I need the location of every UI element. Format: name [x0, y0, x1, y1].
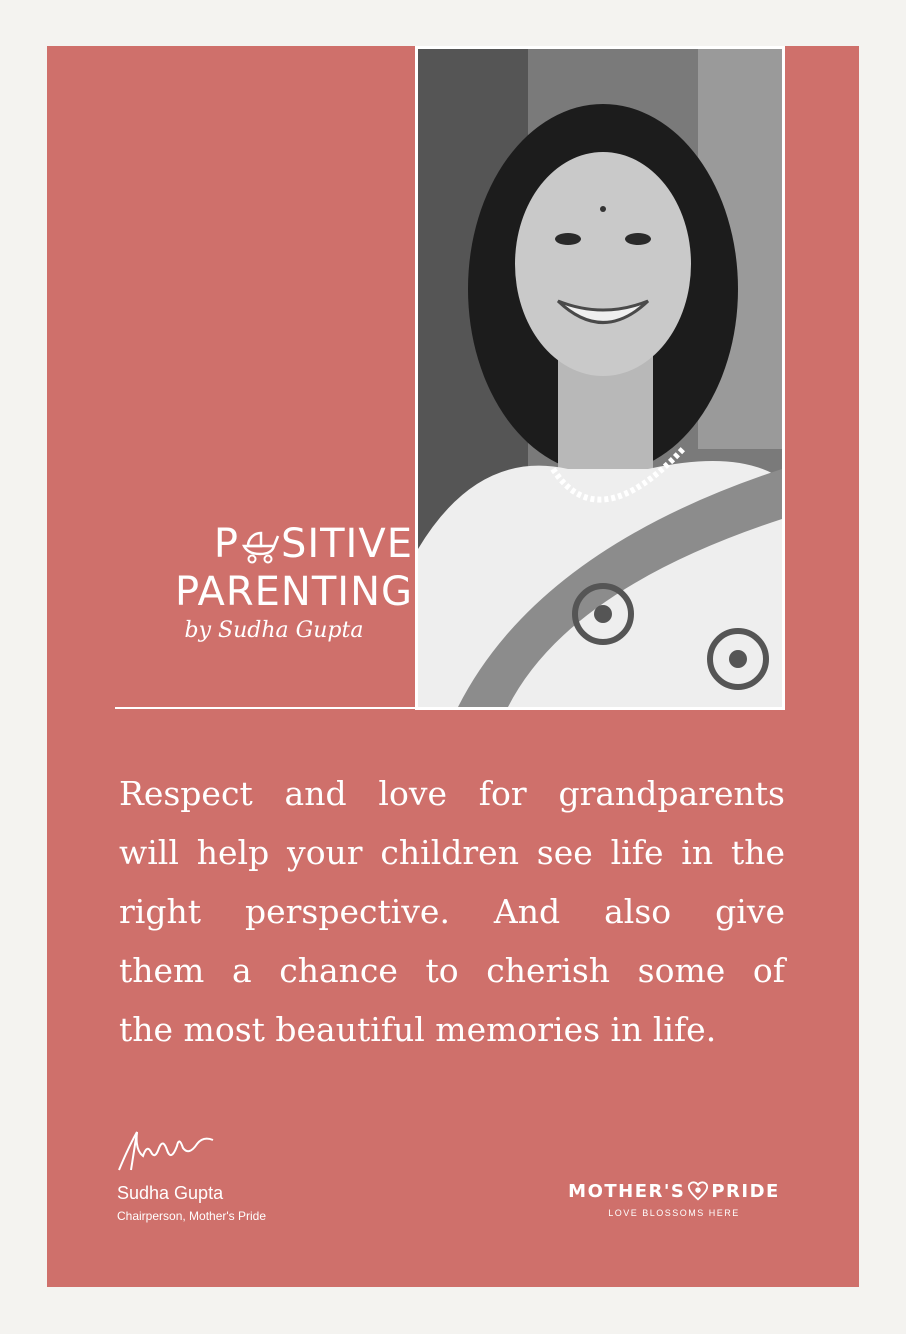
brand-logo: [559, 1180, 789, 1218]
brand-tagline: LOVE BLOSSOMS HERE: [608, 1208, 740, 1218]
quote-line: the most beautiful memories in life.: [119, 1010, 717, 1049]
brand-name-left: MOTHER'S: [568, 1180, 686, 1202]
pram-icon: [240, 524, 280, 564]
portrait-photo: [418, 49, 782, 707]
title-rest: SITIVE: [280, 521, 413, 567]
author-title: Chairperson, Mother's Pride: [117, 1209, 267, 1223]
brand-name-right: PRIDE: [711, 1180, 780, 1202]
quote-line: Respect and love for grandparents: [119, 774, 785, 813]
quote-line: right perspective. And also give: [119, 892, 785, 931]
byline: by Sudha Gupta: [184, 618, 364, 643]
divider: [115, 707, 419, 709]
title-letter-p: P: [213, 521, 239, 567]
quote-text: [119, 764, 785, 1059]
brand-name: [559, 1180, 789, 1202]
poster-card: [47, 46, 859, 1287]
heart-icon: [687, 1180, 709, 1202]
title-line-2: PARENTING: [174, 569, 413, 615]
author-name: Sudha Gupta: [117, 1183, 224, 1203]
title-line-1: [113, 520, 413, 568]
portrait-frame: [415, 46, 785, 710]
signature-icon: [117, 1126, 217, 1176]
quote-line: will help your children see life in the: [119, 833, 785, 872]
series-title: [113, 520, 413, 643]
quote-line: them a chance to cherish some of: [119, 951, 785, 990]
